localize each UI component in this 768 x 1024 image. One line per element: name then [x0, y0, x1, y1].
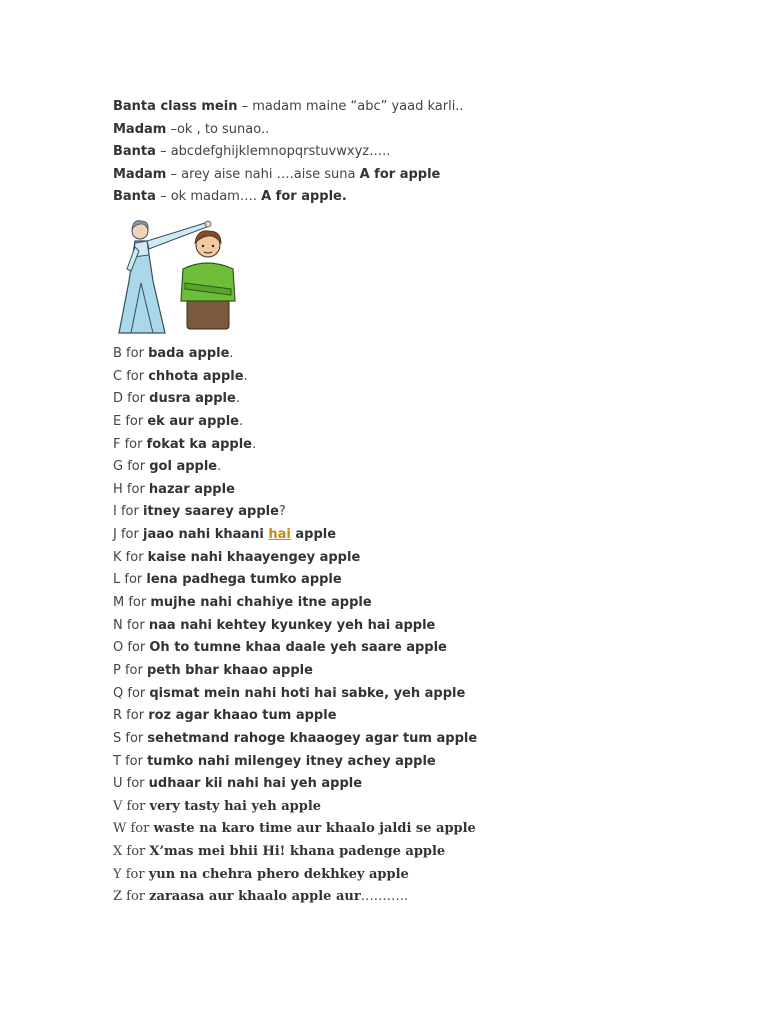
dialogue-line	[113, 186, 713, 209]
dialogue-line	[113, 119, 713, 142]
apple-phrase: qismat mein nahi hoti hai sabke, yeh apple	[149, 685, 466, 701]
letter-prefix: S for	[113, 730, 148, 746]
alphabet-line	[113, 524, 713, 547]
alphabet-line	[113, 615, 713, 638]
alphabet-line	[113, 864, 713, 887]
apple-phrase: udhaar kii nahi hai yeh apple	[148, 776, 363, 792]
apple-phrase: hazar apple	[148, 481, 235, 497]
teacher-and-student-illustration	[113, 211, 253, 337]
dialogue-text: – abcdefghijklemnopqrstuvwxyz…..	[155, 144, 391, 160]
alphabet-line	[113, 456, 713, 479]
alphabet-line	[113, 705, 713, 728]
alphabet-line	[113, 569, 713, 592]
apple-phrase: yun na chehra phero dekhkey apple	[148, 866, 409, 882]
apple-phrase: naa nahi kehtey kyunkey yeh hai apple	[148, 617, 436, 633]
apple-phrase: Oh to tumne khaa daale yeh saare apple	[149, 640, 447, 656]
alphabet-list	[113, 343, 713, 909]
apple-phrase: X’mas mei bhii Hi! khana padenge apple	[149, 844, 446, 860]
apple-phrase: sehetmand rahoge khaaogey agar tum apple	[147, 730, 478, 746]
alphabet-line	[113, 592, 713, 615]
dialogue-text: – arey aise nahi ….aise suna	[166, 166, 360, 182]
dialogue-emphasis: A for apple.	[261, 189, 347, 205]
letter-prefix: H for	[113, 481, 149, 497]
letter-prefix: M for	[113, 595, 151, 611]
letter-prefix: W for	[113, 821, 154, 837]
letter-prefix: J for	[113, 527, 143, 543]
alphabet-line	[113, 660, 713, 683]
alphabet-line	[113, 728, 713, 751]
apple-phrase: gol apple	[149, 459, 218, 475]
apple-phrase: waste na karo time aur khaalo jaldi se apple	[153, 821, 476, 837]
letter-prefix: N for	[113, 617, 149, 633]
line-tail: ?	[278, 504, 286, 520]
apple-phrase: roz agar khaao tum apple	[148, 708, 337, 724]
dialogue-section	[113, 96, 713, 209]
alphabet-line	[113, 411, 713, 434]
apple-phrase: bada apple	[148, 345, 230, 361]
letter-prefix: I for	[113, 504, 143, 520]
alphabet-line	[113, 796, 713, 819]
apple-phrase: jaao nahi khaani	[142, 527, 269, 543]
alphabet-line	[113, 388, 713, 411]
letter-prefix: B for	[113, 345, 149, 361]
line-tail: ………..	[360, 889, 408, 905]
dialogue-line	[113, 96, 713, 119]
letter-prefix: O for	[113, 640, 150, 656]
apple-phrase: very tasty hai yeh apple	[149, 798, 322, 814]
letter-prefix: D for	[113, 391, 150, 407]
dialogue-text: – ok madam….	[155, 189, 262, 205]
speaker-name: Banta class mein	[113, 99, 238, 114]
letter-prefix: C for	[113, 368, 149, 384]
apple-phrase: lena padhega tumko apple	[146, 572, 342, 588]
dialogue-text: –ok , to sunao..	[166, 121, 270, 137]
apple-phrase: mujhe nahi chahiye itne apple	[150, 595, 372, 611]
apple-phrase: zaraasa aur khaalo apple aur	[149, 889, 361, 905]
apple-phrase: peth bhar khaao apple	[146, 662, 313, 678]
speaker-name: Madam	[113, 121, 167, 137]
line-tail: .	[229, 345, 234, 361]
letter-prefix: Y for	[113, 866, 149, 882]
letter-prefix: Q for	[113, 685, 150, 701]
letter-prefix: T for	[113, 753, 148, 769]
letter-prefix: F for	[113, 436, 147, 452]
illustration-graphic	[113, 211, 253, 337]
alphabet-line	[113, 818, 713, 841]
student-figure	[181, 231, 235, 329]
dialogue-line	[113, 141, 713, 164]
letter-prefix: V for	[113, 798, 150, 814]
letter-prefix: L for	[113, 572, 147, 588]
letter-prefix: R for	[113, 708, 149, 724]
apple-phrase: tumko nahi milengey itney achey apple	[147, 753, 436, 769]
line-tail: .	[217, 459, 222, 475]
letter-prefix: E for	[113, 413, 148, 429]
apple-phrase-end: apple	[290, 527, 337, 543]
letter-prefix: G for	[113, 459, 150, 475]
joke-content	[113, 96, 713, 909]
apple-phrase: itney saarey apple	[142, 504, 279, 520]
letter-prefix: U for	[113, 776, 149, 792]
letter-prefix: K for	[113, 549, 148, 565]
letter-prefix: Z for	[113, 889, 150, 905]
alphabet-line	[113, 479, 713, 502]
hai-link[interactable]: hai	[268, 527, 291, 543]
alphabet-line	[113, 637, 713, 660]
alphabet-line	[113, 841, 713, 864]
line-tail: .	[251, 436, 257, 452]
apple-phrase: ek aur apple	[147, 413, 239, 429]
alphabet-line	[113, 751, 713, 774]
alphabet-line	[113, 886, 713, 909]
speaker-name: Banta	[113, 189, 156, 205]
apple-phrase: fokat ka apple	[146, 436, 252, 452]
speaker-name: Banta	[113, 144, 156, 160]
speaker-name: Madam	[113, 166, 167, 182]
apple-phrase: dusra apple	[149, 391, 236, 407]
letter-prefix: X for	[113, 844, 150, 860]
letter-prefix: P for	[113, 662, 147, 678]
alphabet-line	[113, 434, 713, 457]
alphabet-line	[113, 773, 713, 796]
line-tail: .	[235, 391, 240, 407]
alphabet-line	[113, 683, 713, 706]
dialogue-emphasis: A for apple	[359, 166, 441, 182]
line-tail: .	[238, 413, 244, 429]
alphabet-line	[113, 501, 713, 524]
alphabet-line	[113, 547, 713, 570]
apple-phrase: chhota apple	[148, 368, 244, 384]
line-tail: .	[243, 368, 248, 384]
dialogue-line	[113, 164, 713, 187]
alphabet-line	[113, 343, 713, 366]
alphabet-line	[113, 366, 713, 389]
dialogue-text: – madam maine “abc” yaad karli..	[237, 99, 464, 114]
apple-phrase: kaise nahi khaayengey apple	[147, 549, 361, 565]
